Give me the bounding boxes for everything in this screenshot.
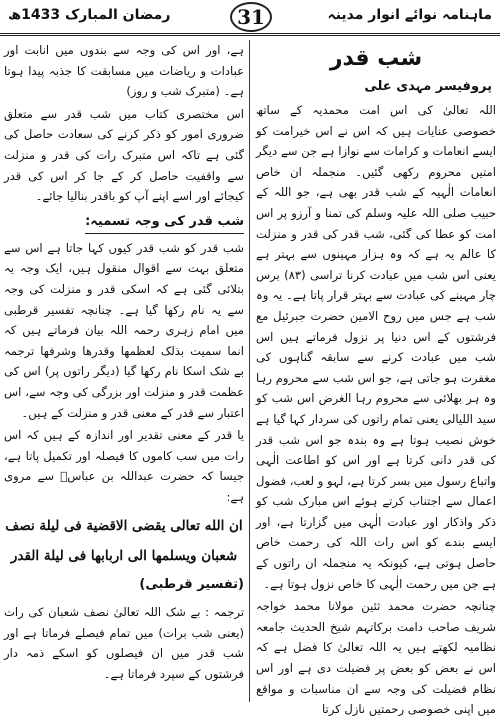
arabic-line: شعبان ويسلمها الى اربابها فى ليلة القدر bbox=[10, 548, 238, 565]
body-paragraph: یا قدر کے معنی تقدیر اور اندازہ کے ہیں کہ اس رات میں سب کاموں کا فیصلہ اور تکمیل پاتا ہے، جیسا کہ حضرت عبداللہ بن عباسؓ سے مروی ہے: bbox=[4, 428, 244, 504]
body-paragraph: چنانچہ حضرت محمد ثئین مولانا محمد خواجہ شریف صاحب دامت برکاتہم شیخ الحدیث جامعہ نظامیہ لکھتے ہیں یہ اللہ تعالیٰ کا فضل ہے کہ اس نے بعض کو بعض پر فضیلت دی ہے اور اس نظام فضیلت کی وجہ سے ان مناسبات و مواقع میں اپنی خصوصی رحمتیں نازل کرتا bbox=[256, 599, 496, 717]
body-paragraph: اللہ تعالیٰ کی اس امت محمدیہ کے ساتھ خصوصی عنایات ہیں کہ اس نے اس خیرامت کو ایسے انعامات و کرامات سے نوازا ہے جن سے دیگر امتیں محروم رکھی گئیں۔ منجملہ ان خاص انعامات الٰہیہ کے شب قدر بھی ہے، جو اللہ کے حبیب صلی اللہ علیہ وسلم کی تمنا و آرزو پر اس امت کو عطا کی گئی، شب قدر کی قدر و منزلت کا عالم یہ ہے کہ وہ ہزار مہینوں سے بہتر ہے یعنی اس شب میں عبادت کرنا تراسی (۸۳) برس چار مہینے کی عبادت سے بہتر قرار پاتا ہے۔ یہ وہ شب ہے جس میں روح الامین حضرت جبرئیل مع فرشتوں کے اس دنیا پر نزول فرماتے ہیں اس شب میں عبادت کرنے سے سابقہ گناہوں کی مغفرت ہو جاتی ہے، جو اس شب سے محروم رہا وہ ہر بھلائی سے محروم رہا الغرض اس شب کو سید اللیالی یعنی تمام راتوں کی سردار کہا گیا ہے خوش نصیب ہوتا ہے وہ بندہ جو اس شب قدر کی قدر دانی کرتا ہے اور اس کو اطاعت الٰہی واتباع رسول میں بسر کرتا ہے، لہو و لعب، فضول اعمال سے اجتناب کرتے ہوئے اس مبارک شب کو ذکر واذکار اور عبادت الٰہی میں گزارتا ہے، اور ایسے بندے کو اس رات اللہ کی رحمت خاص حاصل ہوتی ہے، کیونکہ یہ منجملہ ان راتوں کے ہے جن میں رحمت الٰہی کا خاص نزول ہوتا ہے۔ bbox=[256, 103, 496, 591]
right-column bbox=[256, 40, 496, 722]
page-header bbox=[0, 0, 500, 36]
column-divider bbox=[249, 40, 250, 702]
quote-reference: (تفسیر قرطبی) bbox=[139, 577, 244, 593]
page-number: 31 bbox=[230, 2, 272, 32]
magazine-title: ماہنامہ نوائے انوار مدینہ bbox=[327, 7, 492, 23]
section-subheading: شب قدر کی وجہ تسمیہ: bbox=[85, 211, 244, 234]
article-author: پروفیسر مہدی علی bbox=[364, 79, 492, 94]
issue-label: رمضان المبارک 1433ھ bbox=[8, 7, 171, 23]
body-paragraph: اس مختصری کتاب میں شب قدر سے متعلق ضروری امور کو ذکر کرنے کی سعادت حاصل کی گئی ہے تاکہ اس متبرک رات کی قدر و منزلت سے واقفیت حاصل کر کے جا کر اس کی قدر کیجائے اور اسے اپنے آپ کو باقدر بنالیا جائے۔ bbox=[4, 106, 244, 204]
translation-paragraph: ترجمہ : بے شک اللہ تعالیٰ نصف شعبان کی رات (یعنی شب برات) میں تمام فیصلے فرماتا ہے اور شب قدر میں ان فیصلوں کو اسکے ذمہ دار فرشتوں کے سپرد فرماتا ہے۔ bbox=[4, 605, 244, 681]
article-title: شب قدر bbox=[329, 46, 423, 71]
left-column bbox=[4, 40, 244, 686]
arabic-quote bbox=[4, 511, 244, 571]
arabic-line: ان الله تعالى يقضى الاقضية فى ليلة نصف bbox=[5, 518, 243, 535]
body-paragraph: شب قدر کو شب قدر کیوں کہا جاتا ہے اس سے متعلق بہت سے اقوال منقول ہیں، ایک وجہ یہ بتلائی گئی ہے کہ اسکی قدر و منزلت کی وجہ سے یہ نام رکھا گیا ہے۔ چنانچہ تفسیر قرطبی میں امام زہری رحمہ اللہ بیان فرماتے ہیں کہ انما سمیت بذلک لعظمھا وقدرھا وشرفھا ترجمہ بے شک اسکا نام رکھا گیا (دیگر راتوں پر) اس کی عظمت قدر و منزلت اور بزرگی کی وجہ سے، اس اعتبار سے قدر کے معنی قدر و منزلت کے ہیں۔ bbox=[4, 240, 244, 420]
body-paragraph: ہے، اور اس کی وجہ سے بندوں میں انابت اور عبادات و ریاضات میں مسابقت کا جذبہ پیدا ہوتا ہے۔ (متبرک شب و روز) bbox=[4, 43, 244, 99]
